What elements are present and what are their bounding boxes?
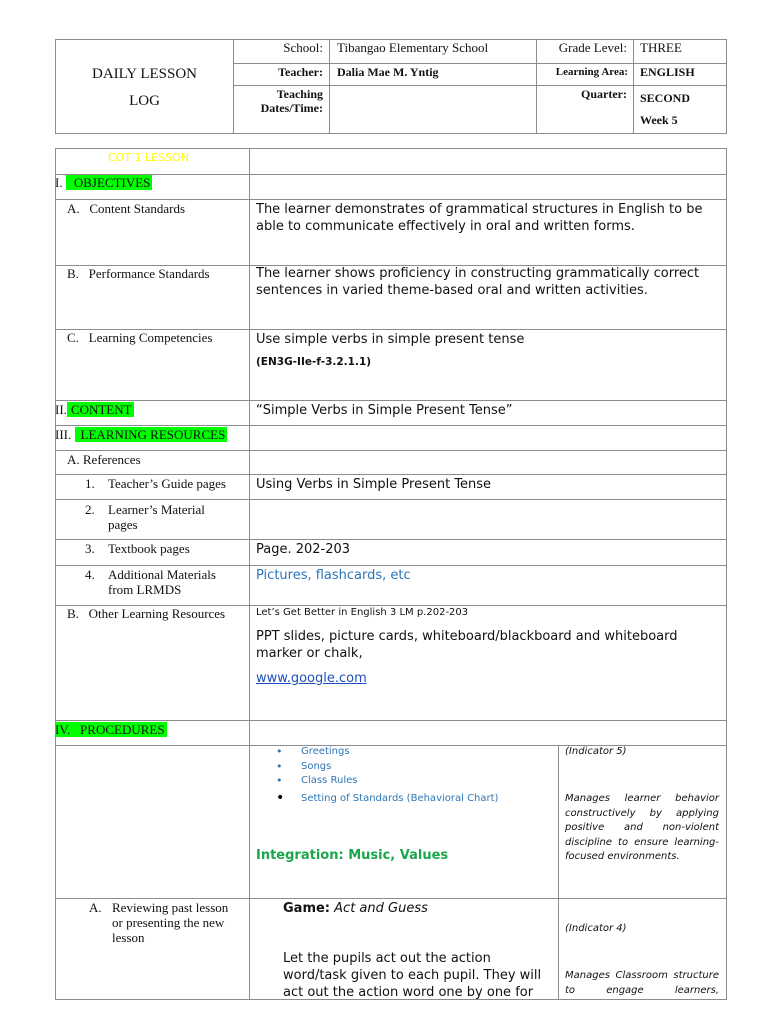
lm-label-line-1: Learner’s Material — [108, 502, 205, 517]
teacher-label: Teacher: — [278, 65, 323, 79]
cot-lesson-label: COT 1 LESSON — [108, 151, 189, 164]
resources-label: LEARNING RESOURCES — [75, 427, 228, 442]
dates-label-line-1: Teaching — [276, 87, 323, 101]
google-link[interactable]: www.google.com — [256, 671, 367, 686]
quarter-value — [640, 87, 690, 131]
additional-label-line-2: from LRMDS — [108, 582, 182, 597]
learning-competencies-label: C. Learning Competencies — [67, 330, 213, 345]
additional-label-line-1: Additional Materials — [108, 567, 216, 582]
review-label-line-1: Reviewing past lesson — [112, 900, 229, 915]
review-label — [112, 900, 228, 945]
objectives-number: I. — [55, 175, 63, 190]
learning-area-label: Learning Area: — [555, 66, 628, 78]
textbook-text: Page. 202-203 — [256, 542, 351, 557]
competency-code: (EN3G-IIe-f-3.2.1.1) — [256, 356, 372, 368]
grade-label: Grade Level: — [558, 40, 627, 55]
list-item: • Class Rules — [255, 775, 555, 790]
tg-label: Teacher’s Guide pages — [108, 476, 226, 491]
content-number: II. — [55, 402, 67, 417]
tg-number: 1. — [85, 476, 95, 491]
tg-text: Using Verbs in Simple Present Tense — [256, 477, 492, 492]
additional-text: Pictures, flashcards, etc — [256, 568, 411, 583]
school-value: Tibangao Elementary School — [337, 40, 489, 55]
performance-standards-label: B. Performance Standards — [67, 266, 210, 281]
objectives-heading — [55, 175, 152, 190]
indicator-4-text: Manages Classroom structure to engage learners, — [565, 970, 719, 996]
lm-number: 2. — [85, 502, 95, 517]
indicator-4-label: (Indicator 4) — [565, 923, 627, 934]
procedures-highlight — [55, 722, 167, 737]
content-label: CONTENT — [67, 402, 134, 417]
content-standards-text: The learner demonstrates of grammatical structures in English to be able to communicate effectively in oral and written forms. — [256, 202, 703, 234]
additional-number: 4. — [85, 567, 95, 582]
integration-text: Integration: Music, Values — [256, 848, 449, 863]
review-label-line-2: or presenting the new — [112, 915, 225, 930]
resources-number: III. — [55, 427, 72, 442]
other-resources-label: B. Other Learning Resources — [67, 606, 226, 621]
other-resources-line-1: Let’s Get Better in English 3 LM p.202-203 — [256, 607, 469, 618]
content-heading — [55, 402, 134, 417]
review-letter: A. — [89, 900, 102, 915]
learning-resources-heading — [55, 427, 227, 442]
title-line-2: LOG — [129, 93, 160, 109]
list-item: • Setting of Standards (Behavioral Chart) — [255, 793, 555, 808]
procedures-label: PROCEDURES — [80, 722, 165, 737]
week-text: Week 5 — [640, 113, 678, 127]
textbook-label: Textbook pages — [108, 541, 190, 556]
review-text: Let the pupils act out the action word/task given to each pupil. They will act out the action word one by one for — [283, 951, 542, 1000]
quarter-text: SECOND — [640, 91, 691, 105]
dates-label-line-2: Dates/Time: — [260, 101, 323, 115]
procedures-number: IV. — [55, 722, 71, 737]
references-label: A. References — [67, 452, 141, 467]
school-label: School: — [283, 40, 323, 55]
game-name: Act and Guess — [334, 901, 428, 916]
performance-standards-text: The learner shows proficiency in constructing grammatically correct sentences in varied theme-based oral and written activities. — [256, 266, 700, 298]
teaching-dates-label — [234, 87, 323, 115]
intro-bullet-list — [255, 746, 555, 807]
learning-competencies-text: Use simple verbs in simple present tense — [256, 332, 525, 347]
content-text: “Simple Verbs in Simple Present Tense” — [256, 403, 513, 418]
game-line — [283, 901, 428, 916]
additional-label — [108, 567, 216, 597]
lm-label-line-2: pages — [108, 517, 138, 532]
review-label-line-3: lesson — [112, 930, 145, 945]
other-resources-line-2: PPT slides, picture cards, whiteboard/blackboard and whiteboard marker or chalk, — [256, 629, 678, 661]
document-title — [56, 61, 233, 115]
quarter-label: Quarter: — [581, 87, 627, 101]
indicator-5-label: (Indicator 5) — [565, 746, 627, 757]
list-item: • Songs — [255, 761, 555, 776]
grade-value: THREE — [640, 40, 682, 55]
content-standards-label: A. Content Standards — [67, 201, 186, 216]
indicator-5-text: Manages learner behavior constructively by applying positive and non-violent discipline to ensure learning-focused environments. — [565, 793, 719, 862]
title-line-1: DAILY LESSON — [91, 66, 198, 82]
objectives-label: OBJECTIVES — [66, 175, 153, 190]
textbook-number: 3. — [85, 541, 95, 556]
lm-label — [108, 502, 205, 532]
learning-area-value: ENGLISH — [640, 65, 695, 79]
list-item: • Greetings — [255, 746, 555, 761]
game-label: Game: — [283, 901, 331, 916]
procedures-heading — [55, 722, 167, 737]
teacher-value: Dalia Mae M. Yntig — [337, 65, 439, 79]
